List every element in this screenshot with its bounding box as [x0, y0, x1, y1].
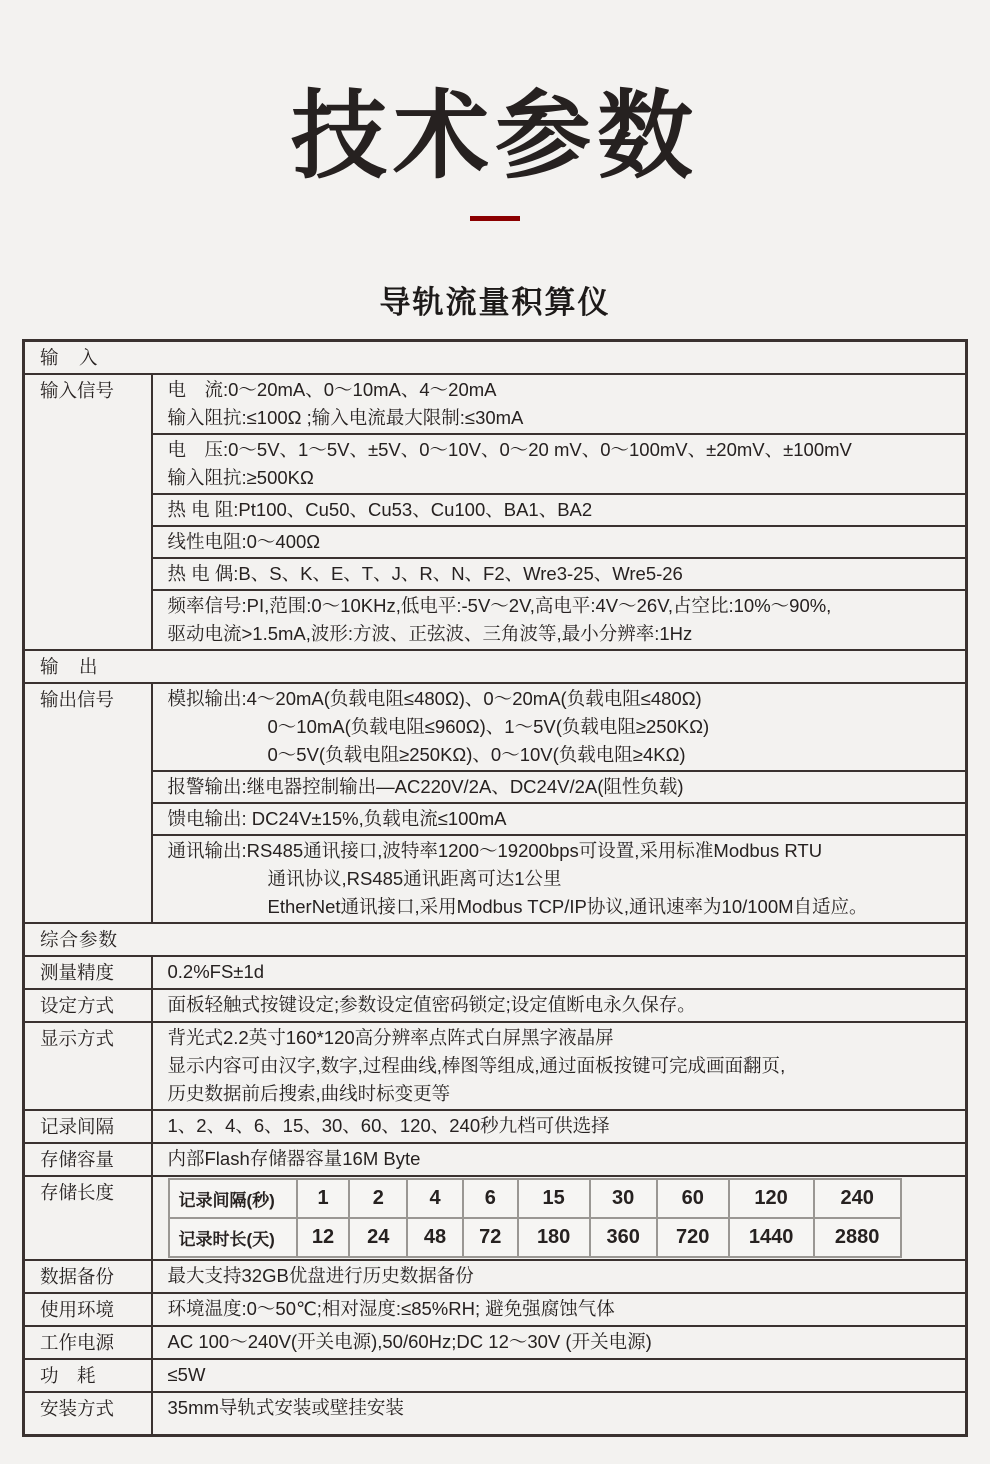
storage-interval-cell: 6 — [463, 1179, 518, 1218]
storage-duration-cell: 180 — [518, 1218, 590, 1257]
spec-line: 热 电 阻:Pt100、Cu50、Cu53、Cu100、BA1、BA2 — [167, 498, 593, 520]
output-feed-cell — [152, 803, 967, 835]
spec-line: 输入阻抗:≤100Ω ;输入电流最大限制:≤30mA — [167, 406, 524, 428]
spec-row-label: 存储容量 — [24, 1143, 152, 1176]
storage-interval-cell: 240 — [814, 1179, 901, 1218]
data-backup-cell — [152, 1260, 967, 1293]
storage-interval-cell: 15 — [518, 1179, 590, 1218]
spec-line: 1、2、4、6、15、30、60、120、240秒九档可供选择 — [167, 1114, 610, 1136]
accuracy-cell — [152, 956, 967, 989]
spec-line: 热 电 偶:B、S、K、E、T、J、R、N、F2、Wre3-25、Wre5-26 — [167, 562, 683, 584]
spec-row-label: 数据备份 — [24, 1260, 152, 1293]
display-method-cell — [152, 1022, 967, 1110]
table-row — [24, 558, 967, 590]
spec-row-label: 功 耗 — [24, 1359, 152, 1392]
general-section-row — [24, 923, 967, 956]
table-row — [24, 1176, 967, 1260]
spec-line: 电 压:0～5V、1～5V、±5V、0～10V、0～20 mV、0～100mV、±20mV、±100mV — [167, 438, 852, 460]
spec-line: 模拟输出:4～20mA(负载电阻≤480Ω)、0～20mA(负载电阻≤480Ω) — [167, 687, 702, 709]
storage-duration-cell: 1440 — [729, 1218, 814, 1257]
table-row — [24, 526, 967, 558]
output-analog-cell — [152, 683, 967, 771]
spec-line: 背光式2.2英寸160*120高分辨率点阵式白屏黑字液晶屏 — [167, 1026, 614, 1048]
spec-line: 驱动电流>1.5mA,波形:方波、正弦波、三角波等,最小分辨率:1Hz — [167, 622, 693, 644]
storage-interval-cell: 4 — [407, 1179, 463, 1218]
spec-line: 输入阻抗:≥500KΩ — [167, 466, 314, 488]
spec-row-label: 存储长度 — [24, 1176, 152, 1260]
table-row — [24, 494, 967, 526]
page-title: 技术参数 — [291, 83, 699, 190]
spec-line: 显示内容可由汉字,数字,过程曲线,棒图等组成,通过面板按键可完成画面翻页, — [167, 1054, 786, 1076]
storage-table — [168, 1178, 902, 1258]
spec-line: 电 流:0～20mA、0～10mA、4～20mA — [167, 378, 497, 400]
input-signal-label: 输入信号 — [24, 374, 152, 650]
spec-row-label: 测量精度 — [24, 956, 152, 989]
spec-line: EtherNet通讯接口,采用Modbus TCP/IP协议,通讯速率为10/100M自适应。 — [267, 895, 868, 917]
table-row — [24, 590, 967, 650]
title-divider — [470, 216, 520, 221]
spec-row-label: 设定方式 — [24, 989, 152, 1022]
table-row — [24, 1293, 967, 1326]
input-voltage-cell — [152, 434, 967, 494]
table-row — [24, 434, 967, 494]
record-interval-cell — [152, 1110, 967, 1143]
page-subtitle: 导轨流量积算仪 — [379, 284, 611, 320]
spec-line: 报警输出:继电器控制输出—AC220V/2A、DC24V/2A(阻性负载) — [167, 775, 684, 797]
table-row — [24, 1022, 967, 1110]
table-row — [24, 1326, 967, 1359]
storage-capacity-cell — [152, 1143, 967, 1176]
spec-line: 环境温度:0～50℃;相对湿度:≤85%RH; 避免强腐蚀气体 — [167, 1297, 615, 1319]
output-section-header: 输 出 — [24, 650, 967, 683]
table-row — [24, 1110, 967, 1143]
storage-duration-row — [169, 1218, 901, 1257]
spec-row-label: 显示方式 — [24, 1022, 152, 1110]
input-thermocouple-cell — [152, 558, 967, 590]
input-section-header: 输 入 — [24, 340, 967, 374]
spec-row-label: 使用环境 — [24, 1293, 152, 1326]
table-row — [24, 1143, 967, 1176]
setting-method-cell — [152, 989, 967, 1022]
spec-line: 线性电阻:0～400Ω — [167, 530, 321, 552]
spec-row-label: 记录间隔 — [24, 1110, 152, 1143]
output-alarm-cell — [152, 771, 967, 803]
input-frequency-cell — [152, 590, 967, 650]
table-row — [24, 989, 967, 1022]
storage-duration-cell: 72 — [463, 1218, 518, 1257]
storage-duration-cell: 720 — [657, 1218, 729, 1257]
storage-duration-label: 记录时长(天) — [169, 1218, 297, 1257]
storage-interval-cell: 2 — [349, 1179, 407, 1218]
input-current-cell — [152, 374, 967, 434]
storage-duration-cell: 12 — [297, 1218, 350, 1257]
power-consumption-cell — [152, 1359, 967, 1392]
spec-table — [22, 339, 968, 1438]
table-row — [24, 1359, 967, 1392]
storage-interval-row — [169, 1179, 901, 1218]
table-row — [24, 956, 967, 989]
storage-interval-label: 记录间隔(秒) — [169, 1179, 297, 1218]
spec-line: 0～10mA(负载电阻≤960Ω)、1～5V(负载电阻≥250KΩ) — [267, 715, 710, 737]
input-section-row — [24, 340, 967, 374]
storage-length-cell — [152, 1176, 967, 1260]
environment-cell — [152, 1293, 967, 1326]
spec-line: 频率信号:PI,范围:0～10KHz,低电平:-5V～2V,高电平:4V～26V,占空比:10%～90%, — [167, 594, 832, 616]
output-section-row — [24, 650, 967, 683]
spec-line: 35mm导轨式安装或壁挂安装 — [167, 1396, 404, 1418]
storage-duration-cell: 2880 — [814, 1218, 901, 1257]
spec-line: 0.2%FS±1d — [167, 960, 265, 982]
table-row — [24, 683, 967, 771]
table-row — [24, 771, 967, 803]
storage-interval-cell: 1 — [297, 1179, 350, 1218]
spec-line: ≤5W — [167, 1363, 206, 1385]
spec-line: 面板轻触式按键设定;参数设定值密码锁定;设定值断电永久保存。 — [167, 993, 696, 1015]
storage-duration-cell: 24 — [349, 1218, 407, 1257]
spec-line: 内部Flash存储器容量16M Byte — [167, 1147, 421, 1169]
output-comm-cell — [152, 835, 967, 923]
spec-line: 通讯输出:RS485通讯接口,波特率1200～19200bps可设置,采用标准Modbus RTU — [167, 839, 823, 861]
table-row — [24, 1392, 967, 1436]
spec-row-label: 工作电源 — [24, 1326, 152, 1359]
page-header — [0, 0, 990, 322]
spec-row-label: 安装方式 — [24, 1392, 152, 1436]
storage-interval-cell: 30 — [590, 1179, 657, 1218]
general-section-header: 综合参数 — [24, 923, 967, 956]
table-row — [24, 374, 967, 434]
storage-interval-cell: 60 — [657, 1179, 729, 1218]
power-supply-cell — [152, 1326, 967, 1359]
spec-line: 历史数据前后搜索,曲线时标变更等 — [167, 1082, 451, 1104]
spec-line: 通讯协议,RS485通讯距离可达1公里 — [267, 867, 562, 889]
table-row — [24, 1260, 967, 1293]
spec-line: 馈电输出: DC24V±15%,负载电流≤100mA — [167, 807, 507, 829]
input-linear-resistance-cell — [152, 526, 967, 558]
spec-line: 最大支持32GB优盘进行历史数据备份 — [167, 1264, 474, 1286]
storage-interval-cell: 120 — [729, 1179, 814, 1218]
output-signal-label: 输出信号 — [24, 683, 152, 923]
table-row — [24, 835, 967, 923]
input-rtd-cell — [152, 494, 967, 526]
spec-line: 0～5V(负载电阻≥250KΩ)、0～10V(负载电阻≥4KΩ) — [267, 743, 686, 765]
table-row — [24, 803, 967, 835]
storage-duration-cell: 360 — [590, 1218, 657, 1257]
installation-cell — [152, 1392, 967, 1436]
spec-line: AC 100～240V(开关电源),50/60Hz;DC 12～30V (开关电源) — [167, 1330, 652, 1352]
storage-duration-cell: 48 — [407, 1218, 463, 1257]
